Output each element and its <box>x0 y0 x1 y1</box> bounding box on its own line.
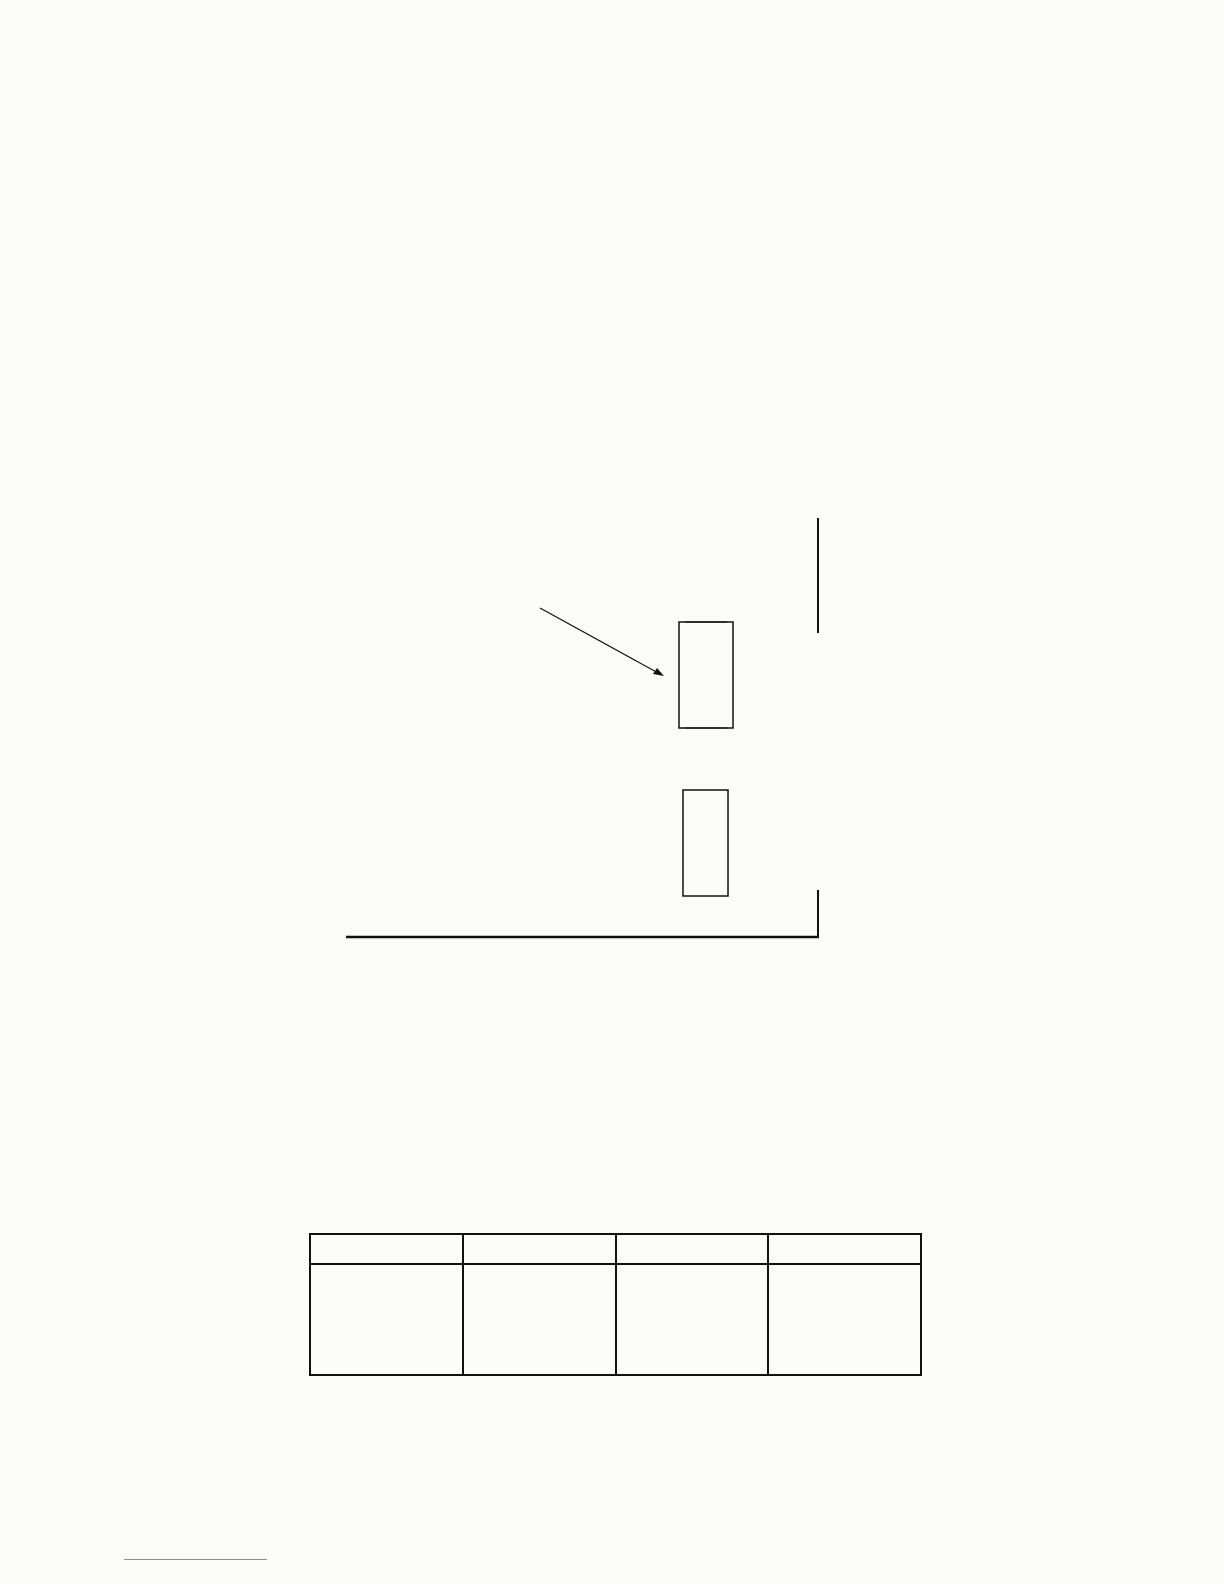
header-drive-three <box>768 1234 921 1264</box>
table-row <box>310 1264 921 1306</box>
cable-item-1 <box>156 1157 596 1201</box>
header-drive-one <box>463 1234 616 1264</box>
table-cell <box>463 1340 616 1375</box>
callout-arrowhead <box>653 668 664 676</box>
header-drive-two <box>616 1234 769 1264</box>
connector-pin-removal-chart <box>309 1233 922 1376</box>
chip-2f <box>679 622 733 728</box>
table-cell <box>310 1264 463 1306</box>
table-cell <box>463 1306 616 1340</box>
chip-1f <box>683 790 728 896</box>
table-cell <box>616 1264 769 1306</box>
bottom-rule <box>124 1559 267 1560</box>
header-drive-zero <box>310 1234 463 1264</box>
table-cell <box>463 1264 616 1306</box>
table-cell <box>768 1306 921 1340</box>
callout-arrow-line <box>540 608 660 674</box>
table-cell <box>768 1264 921 1306</box>
chart-header-row <box>310 1234 921 1264</box>
table-cell <box>616 1340 769 1375</box>
table-cell <box>616 1306 769 1340</box>
table-cell <box>310 1306 463 1340</box>
chip-1f-body <box>683 790 728 896</box>
table-row <box>310 1306 921 1340</box>
cable-item-2 <box>638 1025 1080 1091</box>
table-row <box>310 1340 921 1375</box>
table-cell <box>310 1340 463 1375</box>
chip-2f-body <box>679 622 733 728</box>
table-cell <box>768 1340 921 1375</box>
